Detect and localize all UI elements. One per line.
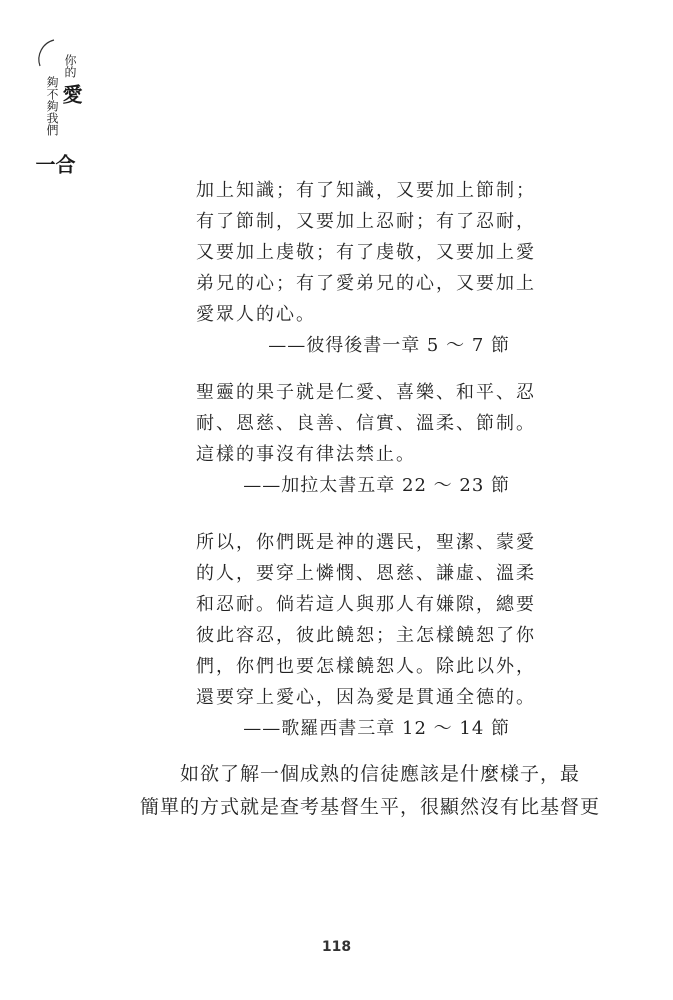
running-header bbox=[28, 36, 88, 186]
quote-line: 彼此容忍，彼此饒恕；主怎樣饒恕了你 bbox=[196, 625, 536, 646]
header-title-part-3: 夠不夠我們 bbox=[45, 76, 59, 136]
body-line: 如欲了解一個成熟的信徒應該是什麼樣子，最 bbox=[180, 763, 581, 785]
quote-line: 的人，要穿上憐憫、恩慈、謙虛、溫柔 bbox=[196, 563, 536, 584]
quote-line: 愛眾人的心。 bbox=[196, 304, 316, 325]
quote-line: 還要穿上愛心，因為愛是貫通全德的。 bbox=[196, 687, 536, 708]
header-title-part-2: 愛 bbox=[59, 84, 83, 104]
quote-source: ——加拉太書五章 22 ～ 23 節 bbox=[243, 475, 510, 496]
body-line: 簡單的方式就是查考基督生平，很顯然沒有比基督更 bbox=[140, 796, 601, 818]
quote-line: 又要加上虔敬；有了虔敬，又要加上愛 bbox=[196, 242, 536, 263]
header-title-part-4: 合一 bbox=[32, 154, 76, 174]
scripture-quote-1 bbox=[196, 175, 536, 361]
quote-line: 弟兄的心；有了愛弟兄的心，又要加上 bbox=[196, 273, 536, 294]
header-arc-ornament bbox=[28, 36, 68, 76]
header-title-part-1: 你的 bbox=[63, 54, 77, 78]
quote-line: 有了節制，又要加上忍耐；有了忍耐， bbox=[196, 211, 536, 232]
page-number: 118 bbox=[321, 939, 352, 955]
quote-line: 耐、恩慈、良善、信實、溫柔、節制。 bbox=[196, 413, 536, 434]
quote-source: ——歌羅西書三章 12 ～ 14 節 bbox=[243, 718, 510, 739]
quote-line: 們，你們也要怎樣饒恕人。除此以外， bbox=[196, 656, 536, 677]
quote-source: ——彼得後書一章 5 ～ 7 節 bbox=[268, 335, 510, 356]
quote-line: 和忍耐。倘若這人與那人有嫌隙，總要 bbox=[196, 594, 536, 615]
quote-line: 所以，你們既是神的選民，聖潔、蒙愛 bbox=[196, 532, 536, 553]
scripture-quote-2 bbox=[196, 377, 536, 501]
quote-line: 這樣的事沒有律法禁止。 bbox=[196, 444, 416, 465]
scripture-quote-3 bbox=[196, 527, 536, 744]
body-paragraph bbox=[140, 758, 601, 824]
quote-line: 加上知識；有了知識，又要加上節制； bbox=[196, 180, 536, 201]
quote-line: 聖靈的果子就是仁愛、喜樂、和平、忍 bbox=[196, 382, 536, 403]
